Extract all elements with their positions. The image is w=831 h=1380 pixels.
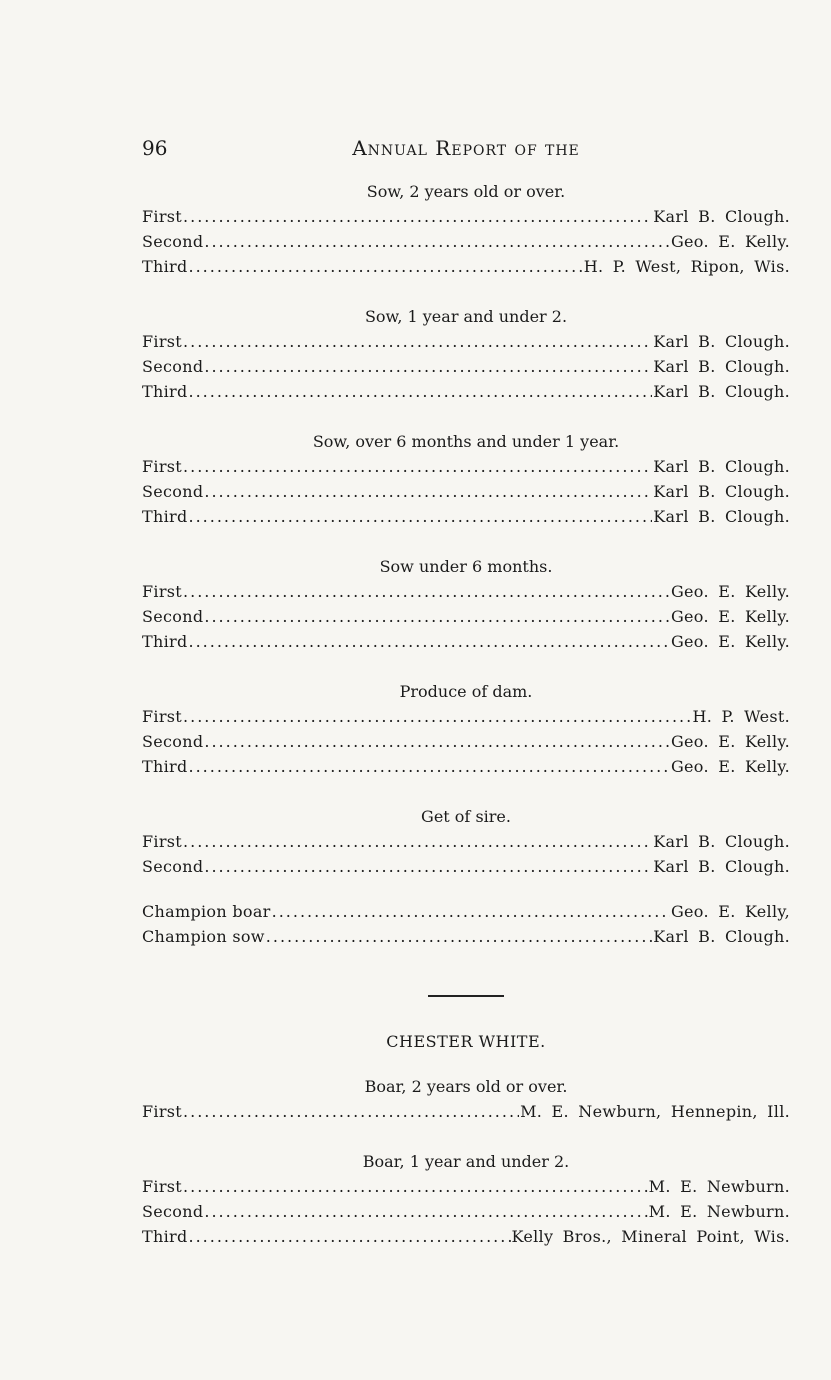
award-winner: Karl B. Clough. xyxy=(653,357,790,376)
award-row xyxy=(142,229,790,254)
award-winner: Karl B. Clough. xyxy=(653,927,790,946)
award-winner: Geo. E. Kelly. xyxy=(670,582,790,601)
award-place: Third xyxy=(142,507,188,526)
award-winner: Geo. E. Kelly. xyxy=(670,632,790,651)
award-row xyxy=(142,254,790,279)
award-winner: Karl B. Clough. xyxy=(653,482,790,501)
award-winner: Karl B. Clough. xyxy=(653,832,790,851)
award-place: First xyxy=(142,582,183,601)
dot-leader xyxy=(183,579,670,604)
dot-leader xyxy=(204,1199,647,1224)
award-row xyxy=(142,1099,790,1124)
award-winner: Karl B. Clough. xyxy=(653,507,790,526)
dot-leader xyxy=(188,504,652,529)
dot-leader xyxy=(266,924,653,949)
class-heading: Boar, 1 year and under 2. xyxy=(362,1152,570,1171)
award-place: Second xyxy=(142,607,204,626)
award-class xyxy=(142,680,790,779)
awards-list-1 xyxy=(142,180,790,879)
award-winner: Geo. E. Kelly. xyxy=(670,232,790,251)
dot-leader xyxy=(183,829,652,854)
award-winner: M. E. Newburn. xyxy=(648,1177,790,1196)
dot-leader xyxy=(183,1099,519,1124)
dot-leader xyxy=(183,454,652,479)
dot-leader xyxy=(204,854,652,879)
dot-leader xyxy=(188,629,669,654)
award-class xyxy=(142,1150,790,1249)
award-class xyxy=(142,1075,790,1124)
award-place: Third xyxy=(142,1227,188,1246)
award-place: First xyxy=(142,832,183,851)
document-page xyxy=(142,136,790,1249)
award-place: Third xyxy=(142,257,188,276)
award-row xyxy=(142,924,790,949)
award-place: Champion boar xyxy=(142,902,271,921)
award-winner: Karl B. Clough. xyxy=(653,207,790,226)
award-place: Second xyxy=(142,357,204,376)
award-winner: Karl B. Clough. xyxy=(653,382,790,401)
award-winner: Geo. E. Kelly. xyxy=(670,607,790,626)
award-winner: Karl B. Clough. xyxy=(653,332,790,351)
running-title: Annual Report of the xyxy=(352,136,580,160)
dot-leader xyxy=(204,354,652,379)
class-heading: Boar, 2 years old or over. xyxy=(364,1077,568,1096)
dot-leader xyxy=(188,754,669,779)
award-winner: M. E. Newburn. xyxy=(648,1202,790,1221)
award-place: Second xyxy=(142,482,204,501)
dot-leader xyxy=(204,229,670,254)
dot-leader xyxy=(183,329,652,354)
award-place: Second xyxy=(142,1202,204,1221)
award-row xyxy=(142,1174,790,1199)
champions-list xyxy=(142,899,790,949)
award-place: First xyxy=(142,707,183,726)
dot-leader xyxy=(204,604,670,629)
award-winner: Geo. E. Kelly, xyxy=(670,902,790,921)
award-row xyxy=(142,579,790,604)
class-heading: Sow under 6 months. xyxy=(379,557,553,576)
award-place: Third xyxy=(142,382,188,401)
award-place: Champion sow xyxy=(142,927,265,946)
award-row xyxy=(142,704,790,729)
award-row xyxy=(142,854,790,879)
award-place: First xyxy=(142,207,183,226)
award-row xyxy=(142,1199,790,1224)
award-winner: Geo. E. Kelly. xyxy=(670,732,790,751)
award-place: First xyxy=(142,332,183,351)
dot-leader xyxy=(272,899,670,924)
awards-list-2 xyxy=(142,1075,790,1249)
award-row xyxy=(142,604,790,629)
award-winner: M. E. Newburn, Hennepin, Ill. xyxy=(520,1102,790,1121)
award-place: Third xyxy=(142,757,188,776)
award-winner: Karl B. Clough. xyxy=(653,857,790,876)
award-class xyxy=(142,180,790,279)
dot-leader xyxy=(188,379,652,404)
award-row xyxy=(142,204,790,229)
award-row xyxy=(142,729,790,754)
award-row xyxy=(142,629,790,654)
award-row xyxy=(142,329,790,354)
dot-leader xyxy=(183,704,692,729)
dot-leader xyxy=(188,1224,510,1249)
award-row xyxy=(142,379,790,404)
class-heading: Sow, 1 year and under 2. xyxy=(364,307,568,326)
award-winner: H. P. West. xyxy=(692,707,790,726)
award-row xyxy=(142,479,790,504)
class-heading: Produce of dam. xyxy=(399,682,533,701)
page-header xyxy=(142,136,790,166)
class-heading: Sow, 2 years old or over. xyxy=(366,182,566,201)
award-place: Third xyxy=(142,632,188,651)
award-winner: Karl B. Clough. xyxy=(653,457,790,476)
class-heading: Sow, over 6 months and under 1 year. xyxy=(312,432,620,451)
award-row xyxy=(142,899,790,924)
award-place: First xyxy=(142,1177,183,1196)
award-class xyxy=(142,430,790,529)
award-place: Second xyxy=(142,732,204,751)
dot-leader xyxy=(204,729,670,754)
dot-leader xyxy=(204,479,652,504)
award-place: Second xyxy=(142,232,204,251)
award-winner: H. P. West, Ripon, Wis. xyxy=(583,257,790,276)
award-class xyxy=(142,305,790,404)
dot-leader xyxy=(183,204,652,229)
award-place: Second xyxy=(142,857,204,876)
class-heading: Get of sire. xyxy=(421,807,511,826)
award-row xyxy=(142,1224,790,1249)
award-class xyxy=(142,555,790,654)
award-place: First xyxy=(142,457,183,476)
breed-title: CHESTER WHITE. xyxy=(386,1032,546,1051)
award-row xyxy=(142,754,790,779)
award-winner: Geo. E. Kelly. xyxy=(670,757,790,776)
award-class xyxy=(142,805,790,879)
award-row xyxy=(142,354,790,379)
dot-leader xyxy=(183,1174,648,1199)
award-winner: Kelly Bros., Mineral Point, Wis. xyxy=(511,1227,790,1246)
award-place: First xyxy=(142,1102,183,1121)
dot-leader xyxy=(188,254,582,279)
award-row xyxy=(142,829,790,854)
page-number: 96 xyxy=(142,136,168,160)
award-row xyxy=(142,504,790,529)
award-row xyxy=(142,454,790,479)
